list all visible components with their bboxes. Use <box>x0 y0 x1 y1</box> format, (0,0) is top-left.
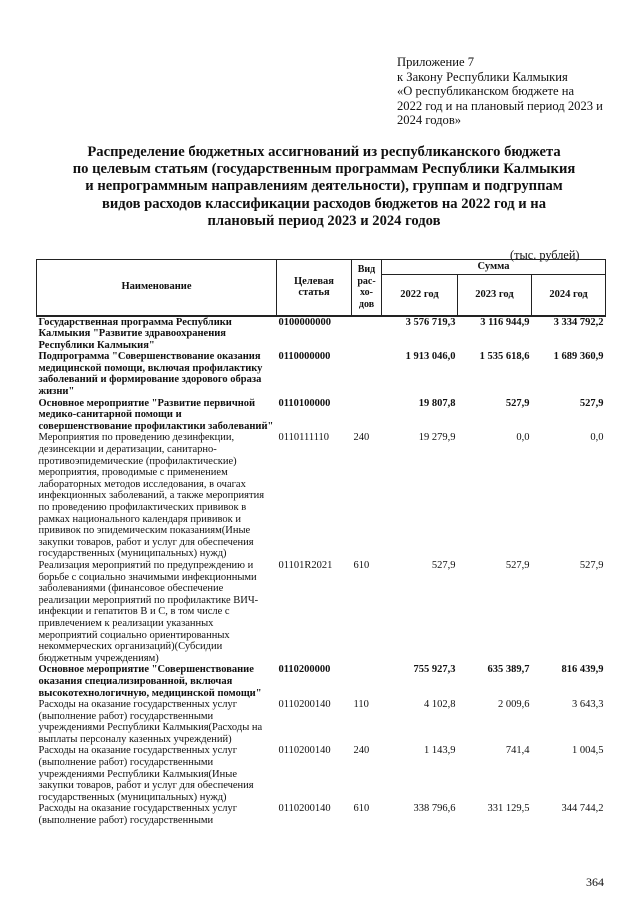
row-code: 0110000000 <box>278 351 331 363</box>
budget-table <box>36 259 606 827</box>
title-line: Распределение бюджетных ассигнований из республиканского бюджета <box>87 144 561 160</box>
row-code: 0110200140 <box>278 699 331 711</box>
row-2024: 527,9 <box>579 559 604 571</box>
table-row <box>37 699 606 745</box>
header-name: Наименование <box>37 260 277 316</box>
table-row <box>37 316 606 352</box>
row-2024: 1 004,5 <box>572 745 604 757</box>
row-code: 0110200000 <box>278 664 331 676</box>
row-code: 0110111110 <box>278 432 330 444</box>
row-vid <box>352 316 382 352</box>
row-2022: 19 279,9 <box>418 432 456 444</box>
table-header <box>37 260 606 316</box>
row-vid: 240 <box>353 745 370 757</box>
row-name: Государственная программа Республики Калмыкия "Развитие здравоохранения Республики Калмыкия" <box>38 316 232 351</box>
row-2022: 1 143,9 <box>424 745 456 757</box>
title-line: и непрограммным направлениям деятельности), группам и подгруппам <box>85 178 563 195</box>
title-line: видов расходов классификации расходов бюджетов на 2022 год и на <box>101 195 546 212</box>
row-2024: 527,9 <box>579 397 604 409</box>
row-2022: 527,9 <box>431 559 456 571</box>
row-2023: 527,9 <box>505 397 530 409</box>
row-name: Реализация мероприятий по предупреждению и борьбе с социально значимыми инфекционными заболеваниями (финансовое обеспечение реализации мероприятий по профилактике ВИЧ-инфекции и гепатитов В и С, в том числе с привлечением к реализации указанных мероприятий социально ориентированных некоммерческих организаций)(Субсидии бюджетным учреждениям) <box>38 559 259 664</box>
row-name: Расходы на оказание государственных услуг (выполнение работ) государственными <box>38 803 238 827</box>
table-row <box>37 560 606 664</box>
row-code: 01101R2021 <box>278 559 333 571</box>
row-2024: 3 334 792,2 <box>553 316 604 328</box>
row-name: Расходы на оказание государственных услуг (выполнение работ) государственными учреждениями Республики Калмыкия(Расходы на выплаты персоналу казенных учреждений) <box>38 699 263 745</box>
row-2023: 527,9 <box>505 559 530 571</box>
table-row <box>37 432 606 560</box>
row-code: 0110200140 <box>278 803 331 815</box>
row-vid: 110 <box>353 699 369 711</box>
page-number: 364 <box>586 875 604 889</box>
row-2024: 3 643,3 <box>572 699 604 711</box>
row-2024: 0,0 <box>590 432 604 444</box>
appendix-line: 2022 год и на плановый период 2023 и <box>397 98 603 113</box>
row-2023: 3 116 944,9 <box>480 316 530 328</box>
header-sum: Сумма <box>382 260 606 275</box>
row-2023: 2 009,6 <box>498 699 530 711</box>
document-title <box>40 144 608 230</box>
row-2024: 1 689 360,9 <box>553 351 604 363</box>
row-2022: 4 102,8 <box>424 699 456 711</box>
table-row <box>37 803 606 826</box>
row-name: Подпрограмма "Совершенствование оказания медицинской помощи, включая профилактику заболеваний и формирование здорового образа жизни" <box>38 351 263 398</box>
row-vid: 240 <box>353 432 370 444</box>
row-2022: 755 927,3 <box>413 664 456 676</box>
units-label: (тыс. рублей) <box>510 248 580 262</box>
title-line: по целевым статьям (государственным программам Республики Калмыкия <box>72 161 576 178</box>
row-2023: 0,0 <box>516 432 530 444</box>
row-2022: 1 913 046,0 <box>405 351 456 363</box>
table-row <box>37 351 606 397</box>
row-2024: 344 744,2 <box>561 803 604 815</box>
row-2022: 19 807,8 <box>418 397 456 409</box>
row-2024: 816 439,9 <box>561 664 604 676</box>
row-2023: 635 389,7 <box>487 664 530 676</box>
row-2023: 741,4 <box>505 745 530 757</box>
row-2023: 1 535 618,6 <box>479 351 530 363</box>
appendix-note <box>397 55 627 128</box>
title-line: плановый период 2023 и 2024 годов <box>207 212 441 229</box>
header-code: Целевая статья <box>277 260 352 316</box>
table-row <box>37 398 606 433</box>
row-vid: 610 <box>353 803 370 815</box>
row-vid: 610 <box>353 559 370 571</box>
header-2024: 2024 год <box>532 275 606 316</box>
header-2022: 2022 год <box>382 275 458 316</box>
row-name: Основное мероприятие "Совершенствование оказания специализированной, включая высокотехнологичную, медицинской помощи" <box>38 664 262 699</box>
row-2022: 338 796,6 <box>413 803 456 815</box>
table-row <box>37 745 606 803</box>
appendix-line: «О республиканском бюджете на <box>397 84 575 98</box>
header-2023: 2023 год <box>458 275 532 316</box>
header-vid: Вид рас- хо- дов <box>352 260 382 316</box>
row-vid <box>352 664 382 699</box>
row-code: 0110100000 <box>278 397 331 409</box>
row-name: Расходы на оказание государственных услуг (выполнение работ) государственными учреждениями Республики Калмыкия(Иные закупки товаров, работ и услуг для обеспечения государственных (муниципальных) нужд) <box>38 745 254 803</box>
row-name: Мероприятия по проведению дезинфекции, дезинсекции и дератизации, санитарно-противоэпидемические (профилактические) мероприятия, проводимые с применением лабораторных методов исследования, в очагах инфекционных заболеваний, а также мероприятия по проведению профилактических прививок в рамках национального календаря прививок и прививок по эпидемическим показаниям(Иные закупки товаров, работ и услуг для обеспечения государственных (муниципальных) нужд) <box>38 432 265 560</box>
appendix-line: 2024 годов» <box>397 113 462 127</box>
appendix-line: Приложение 7 <box>397 55 475 69</box>
row-vid <box>352 351 382 397</box>
row-code: 0100000000 <box>278 316 331 328</box>
row-name: Основное мероприятие "Развитие первичной медико-санитарной помощи и совершенствование профилактики заболеваний" <box>38 397 274 432</box>
appendix-line: к Закону Республики Калмыкия <box>397 69 568 84</box>
table-row <box>37 664 606 699</box>
row-code: 0110200140 <box>278 745 331 757</box>
row-2022: 3 576 719,3 <box>405 316 456 328</box>
row-vid <box>352 398 382 433</box>
row-2023: 331 129,5 <box>487 803 530 815</box>
